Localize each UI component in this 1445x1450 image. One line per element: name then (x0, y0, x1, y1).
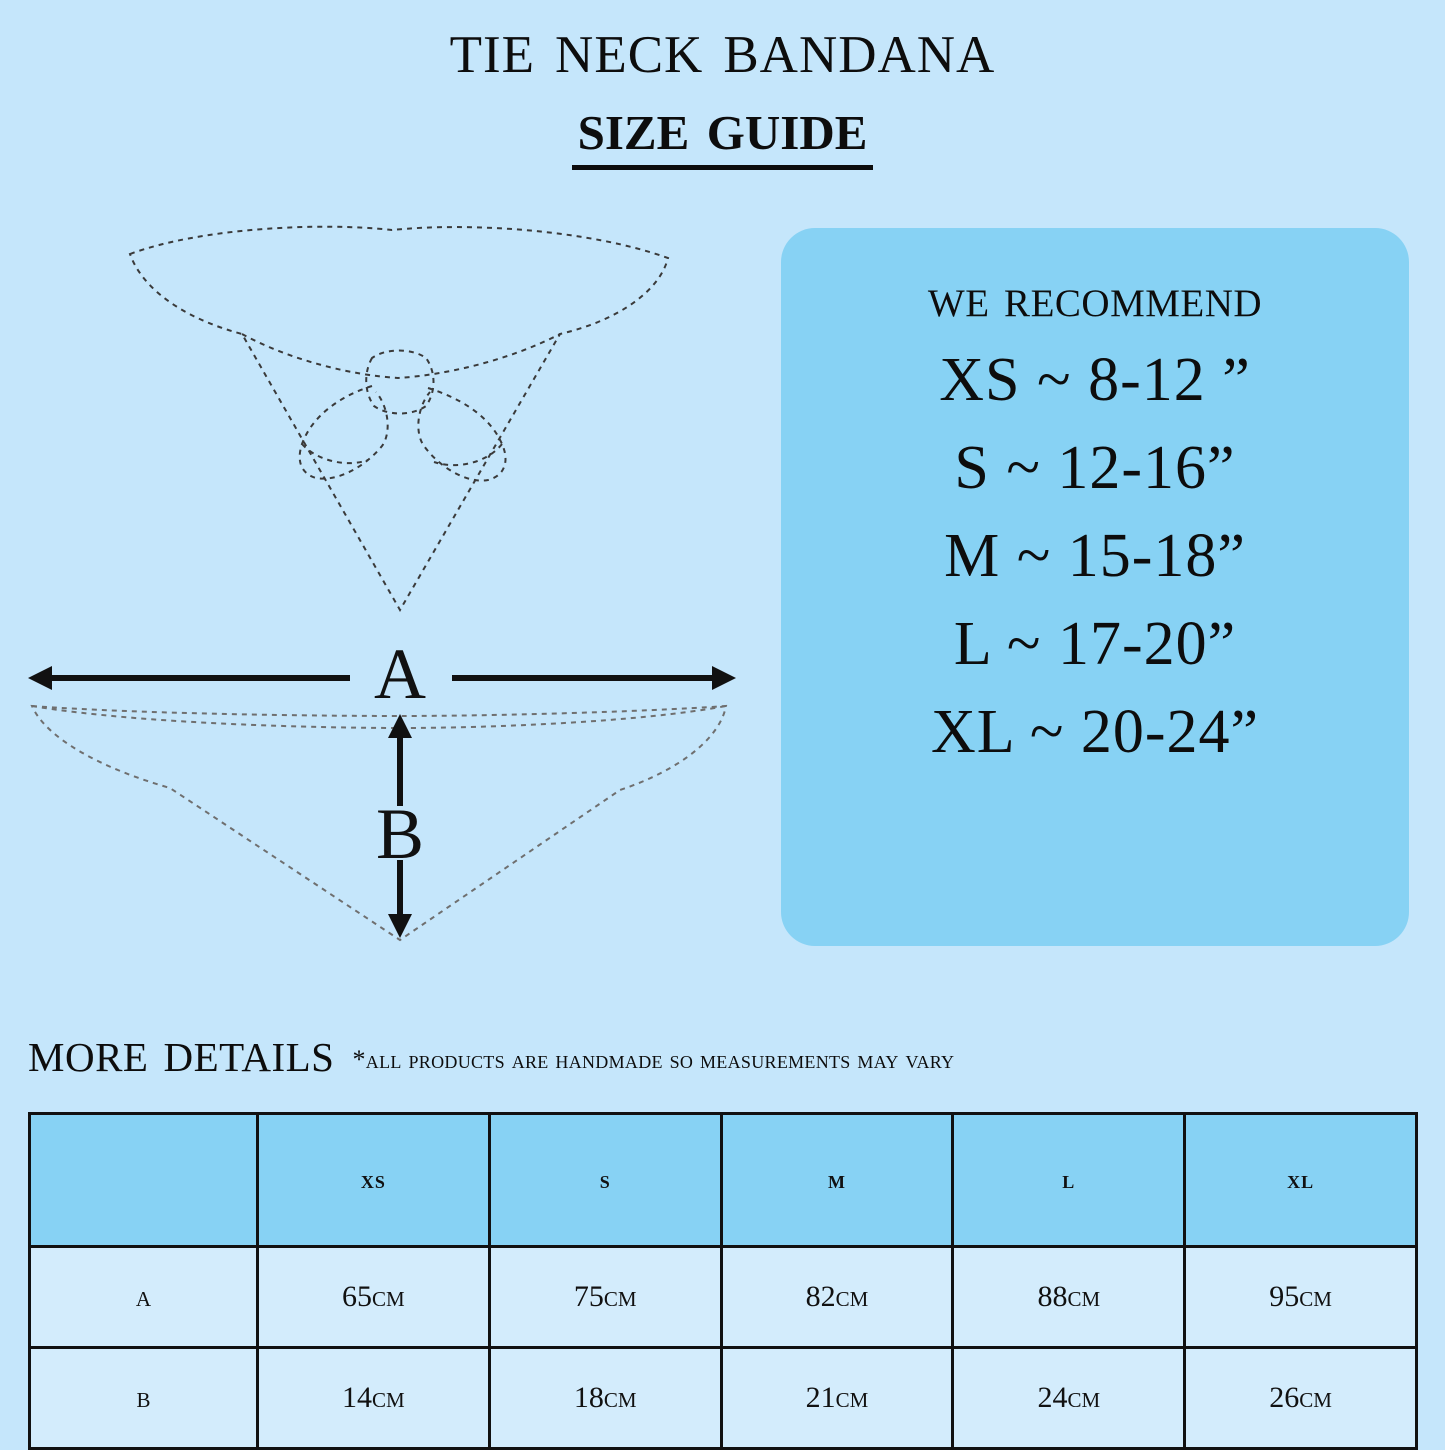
recommend-row-xs: XS ~ 8-12 ” (939, 346, 1251, 414)
recommend-row-xl: XL ~ 20-24” (930, 698, 1260, 767)
cell-b-s: 18cm (489, 1348, 721, 1449)
cell-b-xs: 14cm (258, 1348, 490, 1449)
cell-a-m: 82cm (721, 1247, 953, 1348)
page-title: tie neck bandana (449, 5, 996, 89)
table-row-label-a: a (30, 1247, 258, 1348)
cell-b-m: 21cm (721, 1348, 953, 1449)
recommend-heading: we recommend (927, 267, 1263, 329)
details-title: more details (28, 1019, 335, 1084)
cell-a-l: 88cm (953, 1247, 1185, 1348)
details-header (28, 1018, 1418, 1085)
table-header-row (30, 1114, 1417, 1247)
size-table (28, 1112, 1418, 1450)
cell-a-xl: 95cm (1185, 1247, 1417, 1348)
page-title-block (0, 5, 1445, 170)
label-a: A (374, 634, 426, 714)
page-subtitle: size guide (572, 90, 874, 171)
table-header-corner (30, 1114, 258, 1247)
cell-a-xs: 65cm (258, 1247, 490, 1348)
bandana-diagram (20, 210, 760, 970)
table-header-m: m (721, 1114, 953, 1247)
table-row (30, 1247, 1417, 1348)
recommend-row-l: L ~ 17-20” (953, 610, 1237, 679)
cell-b-l: 24cm (953, 1348, 1185, 1449)
table-header-xl: xl (1185, 1114, 1417, 1247)
label-b: B (375, 794, 425, 874)
recommend-row-m: M ~ 15-18” (944, 522, 1246, 591)
cell-b-xl: 26cm (1185, 1348, 1417, 1449)
tied-bandana-illustration (130, 227, 668, 610)
cell-a-s: 75cm (489, 1247, 721, 1348)
recommend-panel (781, 228, 1409, 946)
bandana-diagram-svg (20, 210, 760, 970)
table-row (30, 1348, 1417, 1449)
recommend-list (781, 336, 1409, 776)
table-header-l: l (953, 1114, 1185, 1247)
table-header-xs: xs (258, 1114, 490, 1247)
details-disclaimer: *all products are handmade so measurements may vary (352, 1045, 955, 1074)
recommend-row-s: S ~ 12-16” (954, 434, 1236, 503)
table-row-label-b: b (30, 1348, 258, 1449)
table-header-s: s (489, 1114, 721, 1247)
